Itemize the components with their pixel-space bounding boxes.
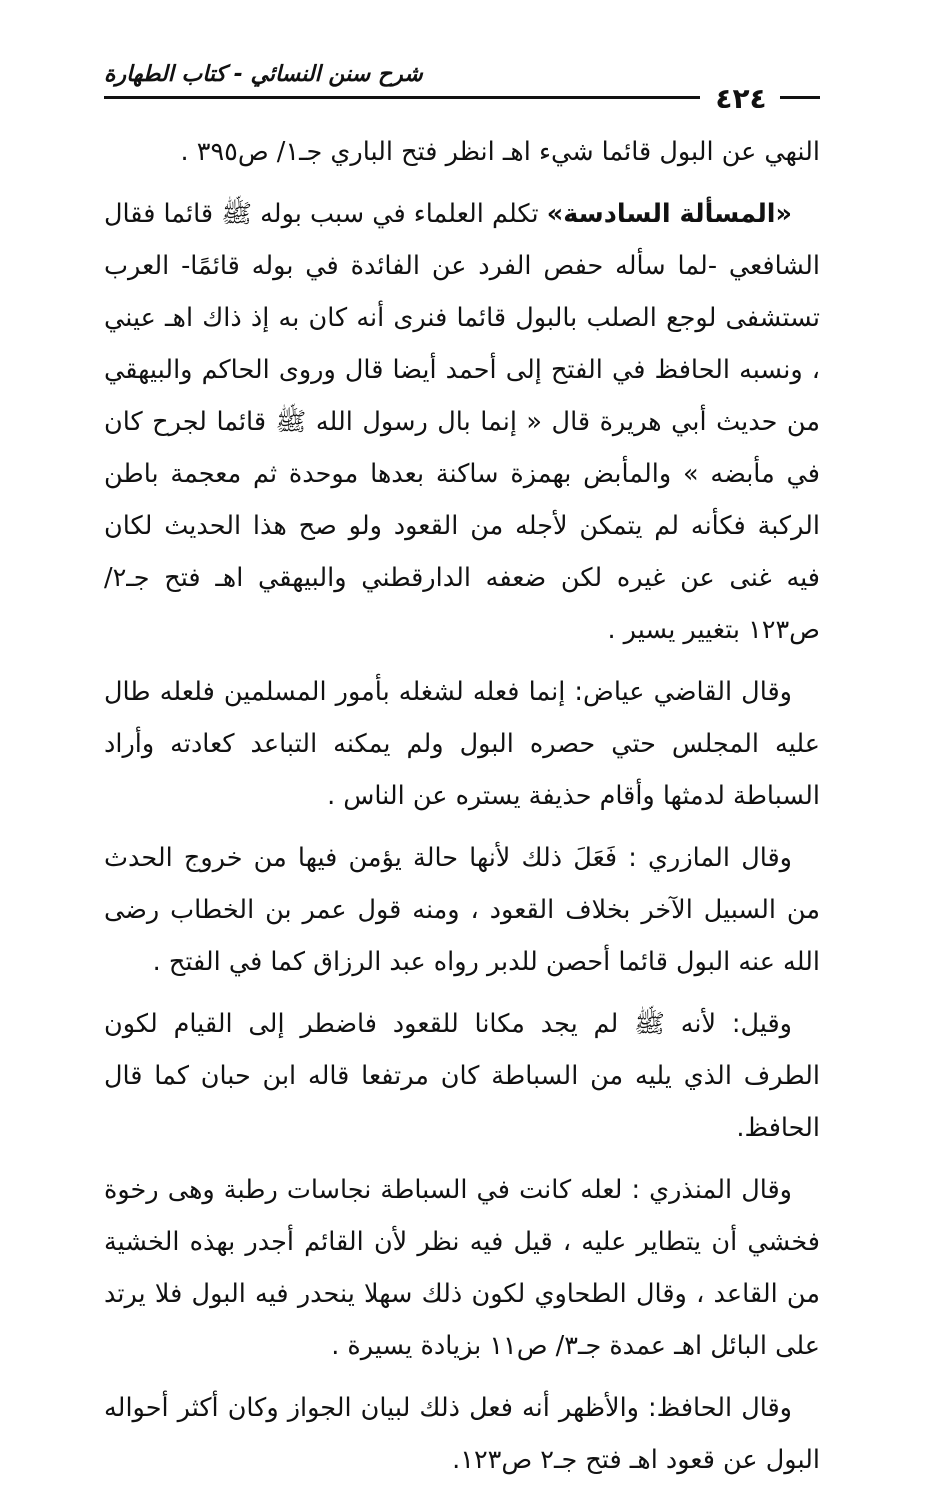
paragraph (104, 188, 820, 656)
paragraph-text: وقال المنذري : لعله كانت في السباطة نجاسات رطبة وهى رخوة فخشي أن يتطاير عليه ، قيل فيه نظر لأن القائم أجدر بهذه الخشية من القاعد ، وقال الطحاوي لكون ذلك سهلا ينحدر فيه البول فلا يرتد على البائل اهـ عمدة جـ٣/ ص١١ بزيادة يسيرة . (104, 1175, 820, 1361)
header-title: شرح سنن النسائي - كتاب الطهارة (104, 62, 423, 87)
paragraph (104, 1164, 820, 1372)
paragraph-text: وقيل: لأنه ﷺ لم يجد مكانا للقعود فاضطر إلى القيام لكون الطرف الذي يليه من السباطة كان مرتفعا قاله ابن حبان كما قال الحافظ. (104, 1009, 820, 1143)
running-header (104, 62, 820, 118)
paragraph (104, 126, 820, 178)
header-rule-short (780, 96, 820, 99)
paragraph (104, 1382, 820, 1486)
paragraph (104, 832, 820, 988)
paragraph-text: تكلم العلماء في سبب بوله ﷺ قائما فقال الشافعي -لما سأله حفص الفرد عن الفائدة في بوله قائمًا- العرب تستشفى لوجع الصلب بالبول قائما فنرى أنه كان به إذ ذاك اهـ عيني ، ونسبه الحافظ في الفتح إلى أحمد أيضا قال وروى الحاكم والبيهقي من حديث أبي هريرة قال « إنما بال رسول الله ﷺ قائما لجرح كان في مأبضه » والمأبض بهمزة ساكنة بعدها موحدة ثم معجمة باطن الركبة فكأنه لم يتمكن لأجله من القعود ولو صح هذا الحديث لكان فيه غنى عن غيره لكن ضعفه الدارقطني والبيهقي اهـ فتح جـ٢/ ص١٢٣ بتغيير يسير . (104, 199, 820, 645)
paragraph (104, 666, 820, 822)
paragraph (104, 998, 820, 1154)
header-rule (104, 96, 700, 99)
paragraph-text: وقال المازري : فَعَلَ ذلك لأنها حالة يؤمن فيها من خروج الحدث من السبيل الآخر بخلاف القعود ، ومنه قول عمر بن الخطاب رضى الله عنه البول قائما أحصن للدبر رواه عبد الرزاق كما في الفتح . (104, 843, 820, 977)
paragraph-text: وقال الحافظ: والأظهر أنه فعل ذلك لبيان الجواز وكان أكثر أحواله البول عن قعود اهـ فتح جـ٢ ص١٢٣. (104, 1393, 820, 1475)
section-heading: «المسألة السادسة» (546, 199, 793, 229)
paragraph-text: وقال القاضي عياض: إنما فعله لشغله بأمور المسلمين فلعله طال عليه المجلس حتي حصره البول ولم يمكنه التباعد كعادته وأراد السباطة لدمثها وأقام حذيفة يستره عن الناس . (104, 677, 820, 811)
page-number: ٤٢٤ (715, 82, 767, 115)
paragraph-text: النهي عن البول قائما شيء اهـ انظر فتح الباري جـ١/ ص٣٩٥ . (180, 137, 820, 167)
body-text (104, 126, 820, 1496)
